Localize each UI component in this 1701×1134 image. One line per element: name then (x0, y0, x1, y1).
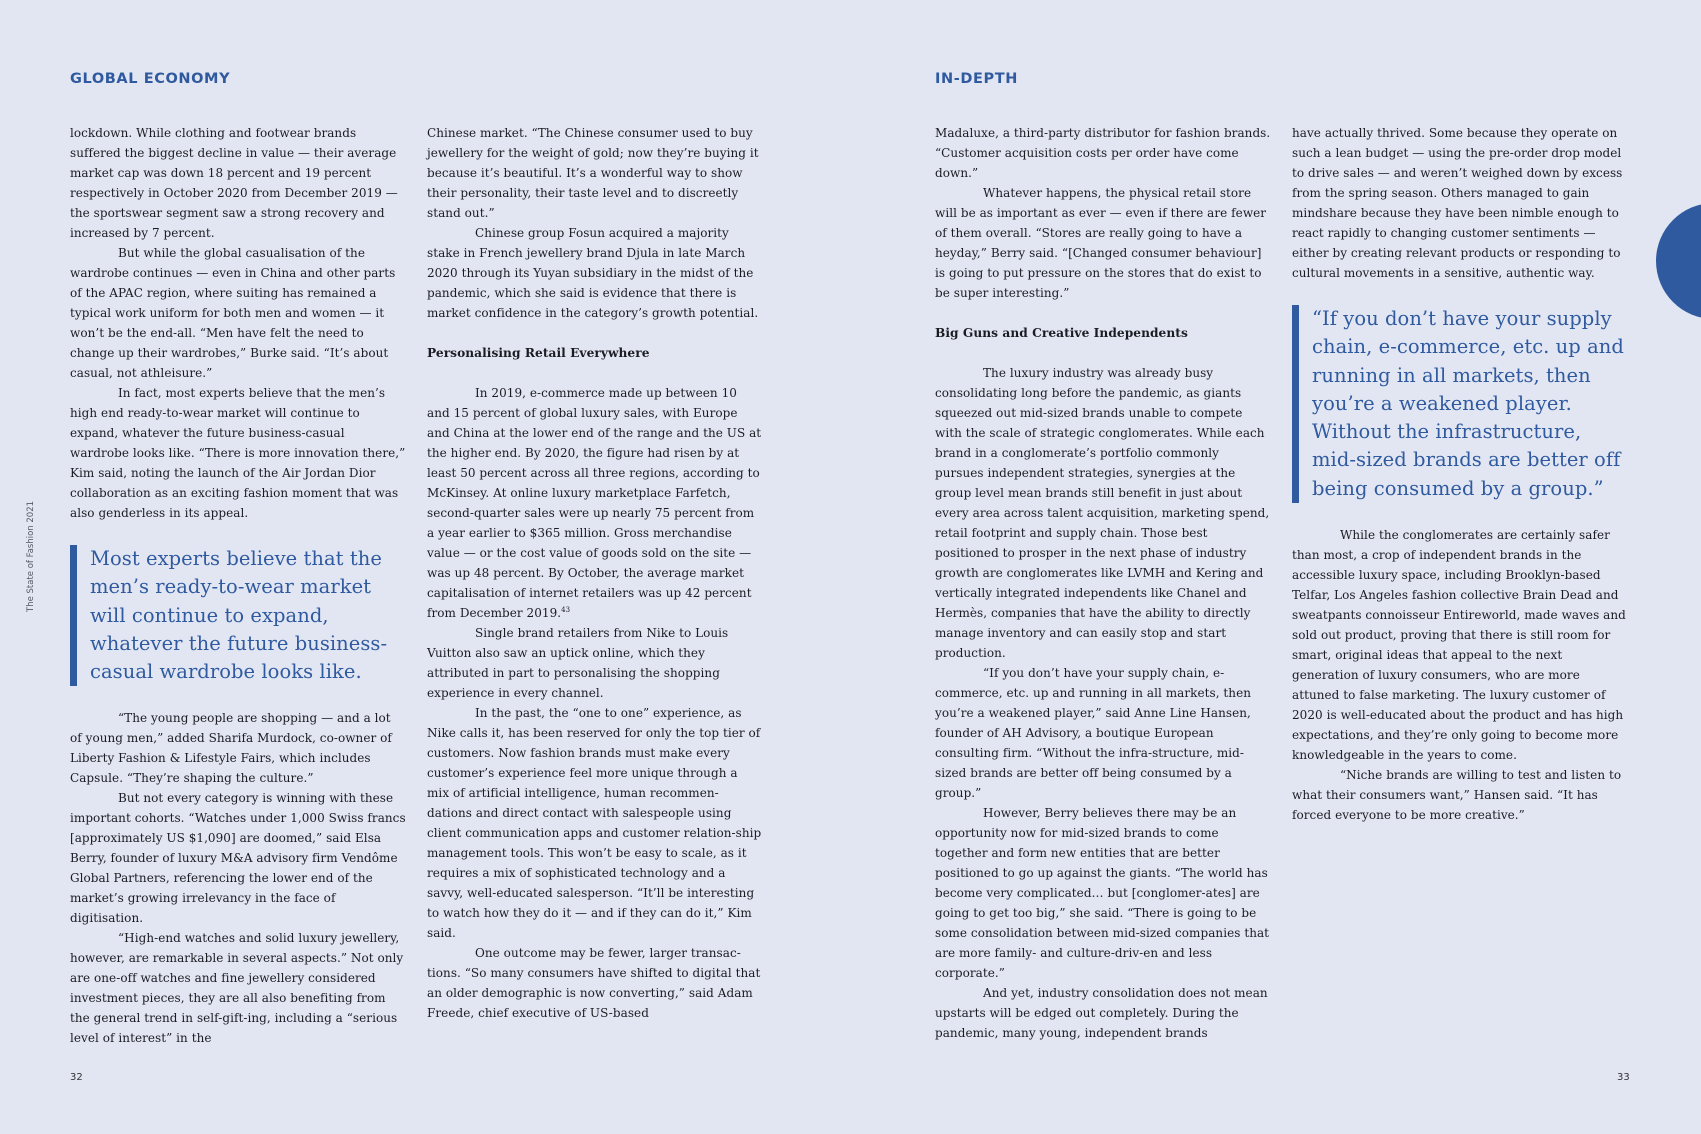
section-label-global-economy: GLOBAL ECONOMY (70, 71, 231, 87)
paragraph: Chinese market. “The Chinese consumer used to buy jewellery for the weight of gold; now they’re buying it because it’s beautiful. It’s a wonderful way to show their personality, their taste level and to discreetly stand out.” (427, 126, 759, 220)
paragraph: In fact, most experts believe that the men’s high end ready-to-wear market will continue to expand, whatever the future business-casual wardrobe looks like. “There is more innovation there,” Kim said, noting the launch of the Air Jordan Dior collaboration as an exciting fashion moment that was also genderless in its appeal. (70, 386, 406, 520)
page-number-left: 32 (70, 1072, 83, 1083)
page-number-right: 33 (1617, 1072, 1630, 1083)
paragraph: “The young people are shopping — and a lot of young men,” added Sharifa Murdock, co-owner of Liberty Fashion & Lifestyle Fairs, which includes Capsule. “They’re shaping the culture.” (70, 711, 392, 786)
paragraph: While the conglomerates are certainly safer than most, a crop of independent brands in the accessible luxury space, including Brooklyn-based Telfar, Los Angeles fashion collective Brain Dead and sweatpants connoisseur Entireworld, made waves and sold out product, proving that there is still room for smart, original ideas that appeal to the next generation of luxury consumers, who are more attuned to false marketing. The luxury customer of 2020 is well-educated about the product and has high expectations, and they’re only going to become more knowledgeable in the years to come. (1292, 528, 1626, 763)
paragraph: “Niche brands are willing to test and listen to what their consumers want,” Hansen said. “It has forced everyone to be more creative.” (1292, 768, 1622, 823)
paragraph: “High-end watches and solid luxury jewellery, however, are remarkable in several aspects.” Not only are one-off watches and fine jewellery considered investment pieces, they are all also benefiting from the general trend in self-gift-ing, including a “serious level of interest” in the (70, 931, 404, 1046)
footnote-ref: 43 (561, 606, 571, 614)
section-heading: Personalising Retail Everywhere (427, 346, 650, 360)
paragraph: In the past, the “one to one” experience, as Nike calls it, has been reserved for only the top tier of customers. Now fashion brands must make every customer’s experience feel more unique through a mix of artificial intelligence, human recommen-dations and direct contact with salespeople using client communication apps and customer relation-ship management tools. This won’t be easy to scale, as it requires a mix of sophisticated technology and a savvy, well-educated salesperson. “It’ll be interesting to watch how they do it — and if they can do it,” Kim said. (427, 706, 762, 940)
paragraph: But while the global casualisation of the wardrobe continues — even in China and other parts of the APAC region, where suiting has remained a typical work uniform for both men and women — it won’t be the end-all. “Men have felt the need to change up their wardrobes,” Burke said. “It’s about casual, not athleisure.” (70, 246, 396, 380)
paragraph: “If you don’t have your supply chain, e-commerce, etc. up and running in all markets, then you’re a weakened player,” said Anne Line Hansen, founder of AH Advisory, a boutique European consulting firm. “Without the infra-structure, mid-sized brands are better off being consumed by a group.” (935, 666, 1252, 800)
paragraph: Madaluxe, a third-party distributor for fashion brands. “Customer acquisition costs per order have come down.” (935, 126, 1271, 180)
paragraph-text: In 2019, e-commerce made up between 10 and 15 percent of global luxury sales, with Europe and China at the lower end of the range and the US at the higher end. By 2020, the figure had risen by at least 50 percent across all three regions, according to McKinsey. At online luxury marketplace Farfetch, second-quarter sales were up nearly 75 percent from a year earlier to $365 million. Gross merchandise value — or the cost value of goods sold on the site — was up 48 percent. By October, the average market capitalisation of internet retailers was up 42 percent from December 2019. (427, 386, 762, 620)
column-3 (935, 123, 1271, 1043)
decorative-circle (1656, 203, 1701, 319)
column-2 (427, 123, 763, 1023)
paragraph: However, Berry believes there may be an opportunity now for mid-sized brands to come together and form new entities that are better positioned to go up against the giants. “The world has become very complicated… but [conglomer-ates] are going to get too big,” she said. “There is going to be some consolidation between mid-sized companies that are more family- and culture-driv-en and less corporate.” (935, 806, 1270, 980)
section-label-in-depth: IN-DEPTH (935, 71, 1018, 87)
pull-quote: Most experts believe that the men’s ready-to-wear market will continue to expand, whatever the future business-casual wardrobe looks like. (70, 545, 406, 686)
paragraph: lockdown. While clothing and footwear brands suffered the biggest decline in value — their average market cap was down 18 percent and 19 percent respectively in October 2020 from December 2019 — the sportswear segment saw a strong recovery and increased by 7 percent. (70, 126, 398, 240)
paragraph: The luxury industry was already busy consolidating long before the pandemic, as giants squeezed out mid-sized brands unable to compete with the scale of strategic conglomerates. While each brand in a conglomerate’s portfolio commonly pursues independent strategies, synergies at the group level mean brands still benefit in just about every area across talent acquisition, marketing spend, retail footprint and supply chain. Those best positioned to prosper in the next phase of industry growth are conglomerates like LVMH and Kering and vertically integrated independents like Chanel and Hermès, companies that have the ability to directly manage inventory and can easily stop and start production. (935, 366, 1270, 660)
report-side-label: The State of Fashion 2021 (26, 500, 36, 612)
column-1 (70, 123, 406, 1048)
paragraph: have actually thrived. Some because they operate on such a lean budget — using the pre-order drop model to drive sales — and weren’t weighed down by excess from the spring season. Others managed to gain mindshare because they have been nimble enough to react rapidly to changing customer sentiments — either by creating relevant products or responding to cultural movements in a sensitive, authentic way. (1292, 126, 1623, 280)
section-heading: Big Guns and Creative Independents (935, 326, 1188, 340)
column-4 (1292, 123, 1630, 825)
paragraph: Chinese group Fosun acquired a majority stake in French jewellery brand Djula in late March 2020 through its Yuyan subsidiary in the midst of the pandemic, which she said is evidence that there is market confidence in the category’s growth potential. (427, 226, 759, 320)
pull-quote: “If you don’t have your supply chain, e-commerce, etc. up and running in all markets, then you’re a weakened player. Without the infrastructure, mid-sized brands are better off being consumed by a group.” (1292, 305, 1630, 503)
paragraph: Whatever happens, the physical retail store will be as important as ever — even if there are fewer of them overall. “Stores are really going to have a heyday,” Berry said. “[Changed consumer behaviour] is going to put pressure on the stores that do exist to be super interesting.” (935, 186, 1267, 300)
paragraph: But not every category is winning with these important cohorts. “Watches under 1,000 Swiss francs [approximately US $1,090] are doomed,” said Elsa Berry, founder of luxury M&A advisory firm Vendôme Global Partners, referencing the lower end of the market’s growing irrelevancy in the face of digitisation. (70, 791, 406, 926)
paragraph: And yet, industry consolidation does not mean upstarts will be edged out completely. During the pandemic, many young, independent brands (935, 986, 1268, 1040)
paragraph (427, 383, 763, 623)
paragraph: One outcome may be fewer, larger transac-tions. “So many consumers have shifted to digital that an older demographic is now converting,” said Adam Freede, chief executive of US-based (427, 946, 761, 1020)
paragraph: Single brand retailers from Nike to Louis Vuitton also saw an uptick online, which they attributed in part to personalising the shopping experience in every channel. (427, 626, 729, 700)
